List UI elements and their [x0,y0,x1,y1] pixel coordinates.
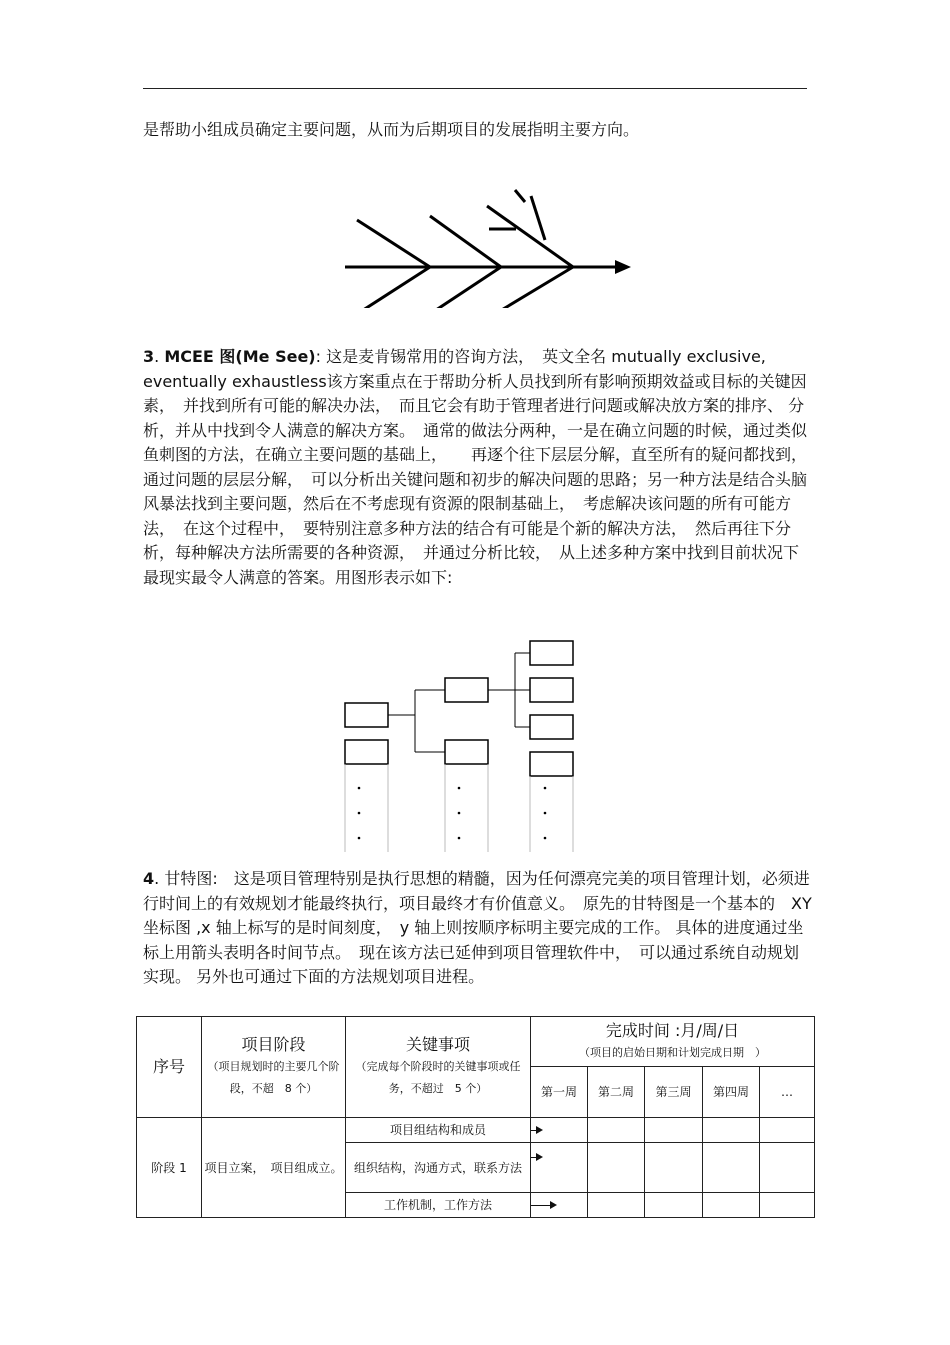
section-3-number: 3 [143,347,155,366]
header-key-note: （完成每个阶段时的关键事项或任务，不超过 5 个） [355,1060,521,1095]
week-4-header: 第四周 [703,1067,760,1118]
section-3-paragraph: 3. MCEE 图(Me See): 这是麦肯锡常用的咨询方法， 英文全名 mutually exclusive, eventually exhaustless该方案重点在于帮助分析人员找到所有影响预期效益或目标的关键因素， 并找到所有可能的解决办法， 而且它会有助于管理者进行问题或解决放方案的排序、 分析，并从中找到令人满意的解决方案。 通常的做法分两种，一是在确立问题的时候，通过类似鱼刺图的方法，在确立主要问题的基础上， 再逐个往下层层分解，直至所有的疑问都找到， 通过问题的层层分解， 可以分析出关键问题和初步的解决问题的思路；另一种方法是结合头脑风暴法找到主要问题，然后在不考虑现有资源的限制基础上， 考虑解决该问题的所有可能方法， 在这个过程中， 要特别注意多种方法的结合有可能是个新的解决方法， 然后再往下分析，每种解决方法所需要的各种资源， 并通过分析比较， 从上述多种方案中找到目前状况下最现实最令人满意的答案。用图形表示如下: [143,347,816,587]
phase-desc-cell: 项目立案， 项目组成立。 [202,1118,346,1218]
section-3-alias: (Me See) [235,347,316,366]
tree-diagram [335,632,595,857]
header-time-note: （项目的启始日期和计划完成日期 ） [579,1045,767,1059]
fishbone-diagram [335,188,645,308]
key-item-2: 组织结构，沟通方式，联系方法 [346,1143,531,1193]
section-4-number: 4 [143,869,155,888]
header-rule [143,88,807,89]
key-item-3: 工作机制，工作方法 [346,1193,531,1218]
section-3-title: MCEE 图 [164,347,236,366]
phase-id-cell: 阶段 1 [137,1118,202,1218]
week-2-header: 第二周 [588,1067,645,1118]
header-time-title: 完成时间 :月/周/日 [605,1020,740,1040]
gantt-arrow-2 [531,1143,588,1193]
section-4-title: 甘特图 [164,869,213,888]
header-time [531,1017,815,1067]
week-1-header: 第一周 [531,1067,588,1118]
section-3-body: : 这是麦肯锡常用的咨询方法， 英文全名 mutually exclusive, eventually exhaustless该方案重点在于帮助分析人员找到所有影响预期效益或目标的关键因素， 并找到所有可能的解决办法， 而且它会有助于管理者进行问题或解决放方案的排序、 分析，并从中找到令人满意的解决方案。 通常的做法分两种，一是在确立问题的时候，通过类似鱼刺图的方法，在确立主要问题的基础上， 再逐个往下层层分解，直至所有的疑问都找到， 通过问题的层层分解， 可以分析出关键问题和初步的解决问题的思路；另一种方法是结合头脑风暴法找到主要问题，然后在不考虑现有资源的限制基础上， 考虑解决该问题的所有可能方法， 在这个过程中， 要特别注意多种方法的结合有可能是个新的解决方法， 然后再往下分析，每种解决方法所需要的各种资源， 并通过分析比较， 从上述多种方案中找到目前状况下最现实最令人满意的答案。用图形表示如下: [143,347,816,587]
header-phase-note: （项目规划时的主要几个阶段，不超 8 个） [207,1060,340,1095]
gantt-arrow-1 [531,1118,588,1143]
header-phase-title: 项目阶段 [241,1035,306,1054]
gantt-table [136,1016,815,1218]
key-item-1: 项目组结构和成员 [346,1118,531,1143]
week-3-header: 第三周 [645,1067,703,1118]
gantt-arrow-3 [531,1193,588,1218]
header-key-title: 关键事项 [405,1035,470,1054]
header-phase [202,1017,346,1118]
header-seq: 序号 [137,1017,202,1118]
week-more-header: … [760,1067,815,1118]
section-4-body: : 这是项目管理特别是执行思想的精髓，因为任何漂亮完美的项目管理计划，必须进行时间上的有效规划才能最终执行，项目最终才有价值意义。 原先的甘特图是一个基本的 XY 坐标图 ,x 轴上标写的是时间刻度， y 轴上则按顺序标明主要完成的工作。 具体的进度通过坐标上用箭头表明各时间节点。 现在该方法已延伸到项目管理软件中， 可以通过系统自动规划实现。 另外也可通过下面的方法规划项目进程。 [143,869,812,986]
section-4-paragraph: 4. 甘特图: 这是项目管理特别是执行思想的精髓，因为任何漂亮完美的项目管理计划，必须进行时间上的有效规划才能最终执行，项目最终才有价值意义。 原先的甘特图是一个基本的 XY 坐标图 ,x 轴上标写的是时间刻度， y 轴上则按顺序标明主要完成的工作。 具体的进度通过坐标上用箭头表明各时间节点。 现在该方法已延伸到项目管理软件中， 可以通过系统自动规划实现。 另外也可通过下面的方法规划项目进程。 [143,869,812,986]
intro-paragraph: 是帮助小组成员确定主要问题，从而为后期项目的发展指明主要方向。 [143,120,640,139]
header-key [346,1017,531,1118]
